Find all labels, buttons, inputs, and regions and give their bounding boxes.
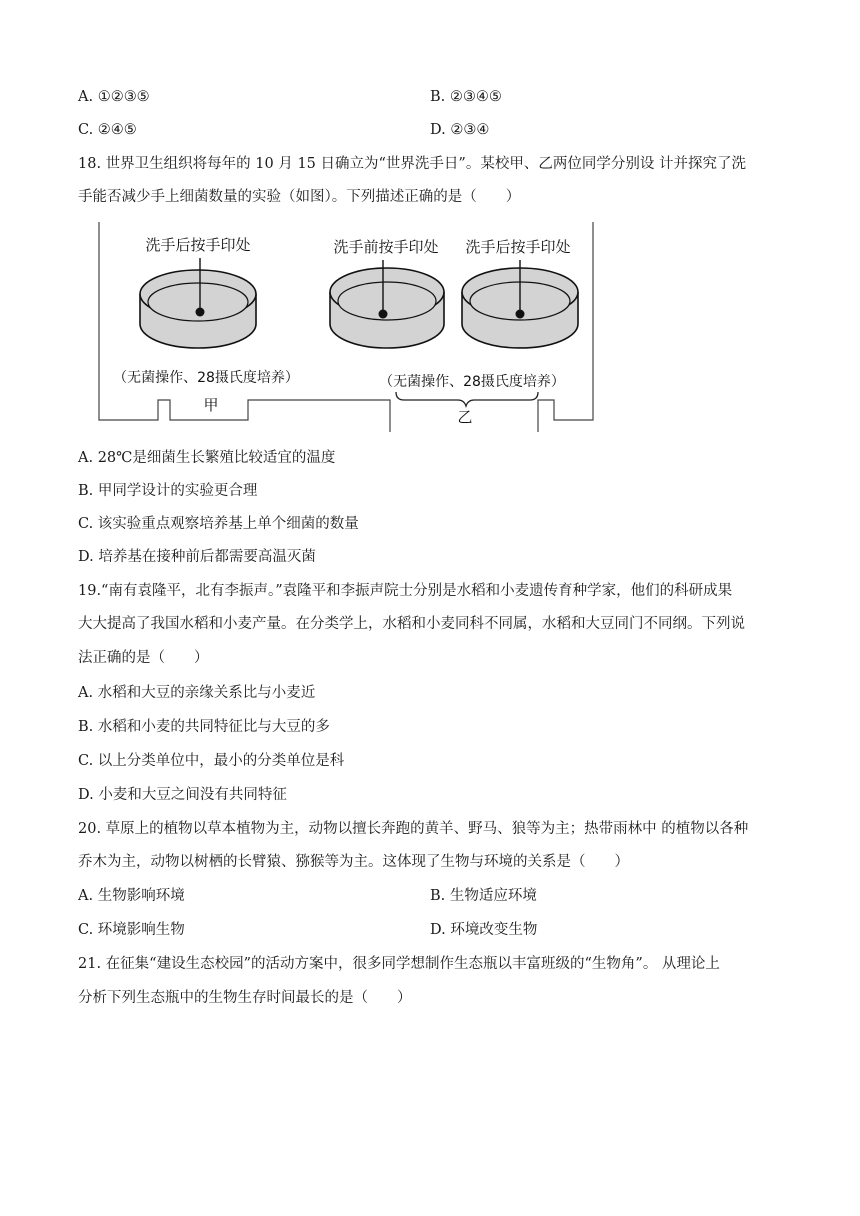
group-yi-label: 乙 [457, 408, 473, 426]
dish-jia-label: 洗手后按手印处 [145, 236, 251, 254]
q20-option-c: C. 环境影响生物 [78, 922, 185, 938]
dish-yi-after-label: 洗手后按手印处 [465, 238, 571, 256]
petri-dish-yi-before [330, 260, 444, 348]
handprint-dot [516, 310, 525, 319]
q18-option-c: C. 该实验重点观察培养基上单个细菌的数量 [78, 516, 359, 532]
petri-dish-experiment-figure [98, 222, 594, 432]
q18-option-d: D. 培养基在接种前后都需要高温灭菌 [78, 549, 316, 565]
q18-stem-line2: 手能否减少手上细菌数量的实验（如图）。下列描述正确的是（ ） [78, 189, 521, 205]
handprint-dot [379, 310, 388, 319]
q19-option-c: C. 以上分类单位中，最小的分类单位是科 [78, 753, 345, 769]
cond-jia-label: （无菌操作、28摄氏度培养） [113, 370, 299, 386]
group-jia-label: 甲 [203, 396, 219, 414]
petri-dish-jia [140, 258, 256, 348]
q20-stem-line1: 20. 草原上的植物以草本植物为主，动物以擅长奔跑的黄羊、野马、狼等为主；热带雨林中 的植物以各种 [78, 821, 749, 837]
q21-stem-line2: 分析下列生态瓶中的生物生存时间最长的是（ ） [78, 990, 412, 1006]
q17-option-b: B. ②③④⑤ [430, 89, 502, 105]
q17-option-a: A. ①②③⑤ [78, 89, 150, 105]
q21-stem-line1: 21. 在征集“建设生态校园”的活动方案中，很多同学想制作生态瓶以丰富班级的“生物角”。 从理论上 [78, 956, 720, 972]
q18-option-b: B. 甲同学设计的实验更合理 [78, 483, 258, 499]
q18-option-a: A. 28℃是细菌生长繁殖比较适宜的温度 [78, 450, 336, 466]
q19-option-b: B. 水稻和小麦的共同特征比与大豆的多 [78, 719, 330, 735]
dish-yi-before-label: 洗手前按手印处 [333, 238, 439, 256]
q17-option-c: C. ②④⑤ [78, 122, 137, 138]
q20-stem-line2: 乔木为主，动物以树栖的长臂猿、猕猴等为主。这体现了生物与环境的关系是（ ） [78, 854, 629, 870]
q20-option-d: D. 环境改变生物 [430, 922, 538, 938]
cond-yi-label: （无菌操作、28摄氏度培养） [379, 374, 565, 390]
q20-option-a: A. 生物影响环境 [78, 888, 185, 904]
group-yi-brace [396, 392, 538, 406]
q19-stem-line2: 大大提高了我国水稻和小麦产量。在分类学上，水稻和小麦同科不同属，水稻和大豆同门不同纲。下列说 [78, 616, 745, 632]
q19-option-a: A. 水稻和大豆的亲缘关系比与小麦近 [78, 685, 316, 701]
q19-option-d: D. 小麦和大豆之间没有共同特征 [78, 787, 287, 803]
q20-option-b: B. 生物适应环境 [430, 888, 537, 904]
q18-stem-line1: 18. 世界卫生组织将每年的 10 月 15 日确立为“世界洗手日”。某校甲、乙两位同学分别设 计并探究了洗 [78, 156, 746, 172]
handprint-dot [196, 308, 205, 317]
q19-stem-line1: 19.“南有袁隆平，北有李振声。”袁隆平和李振声院士分别是水稻和小麦遗传育种学家，他们的科研成果 [78, 583, 733, 599]
petri-dish-yi-after [462, 260, 578, 348]
q17-option-d: D. ②③④ [430, 122, 490, 138]
q19-stem-line3: 法正确的是（ ） [78, 650, 209, 666]
